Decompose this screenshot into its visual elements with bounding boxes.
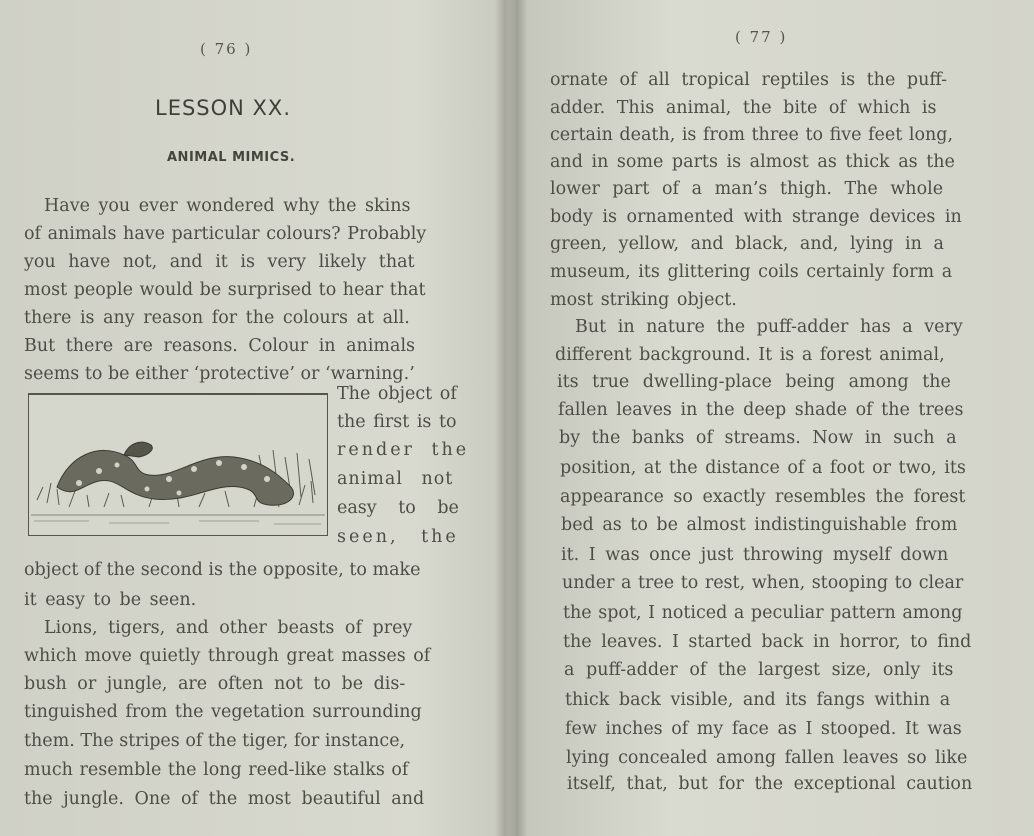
left-text-line: seen, the xyxy=(337,527,459,547)
right-text-line: body is ornamented with strange devices in xyxy=(550,207,962,227)
right-text-line: certain death, is from three to five feet long, xyxy=(550,125,954,145)
left-page xyxy=(0,0,505,836)
right-text-line: lying concealed among fallen leaves so like xyxy=(566,748,968,768)
puff-adder-engraving-icon xyxy=(29,395,327,533)
right-text-line: and in some parts is almost as thick as the xyxy=(550,152,955,172)
left-text-line: you have not, and it is very likely that xyxy=(24,252,415,272)
left-text-line: the jungle. One of the most beautiful and xyxy=(24,789,425,809)
right-text-line: museum, its glittering coils certainly form a xyxy=(550,262,953,282)
right-text-line: appearance so exactly resembles the forest xyxy=(560,487,966,507)
left-text-line: most people would be surprised to hear that xyxy=(24,280,426,300)
right-text-line: different background. It is a forest animal, xyxy=(555,345,945,365)
left-text-line: object of the second is the opposite, to make xyxy=(24,560,421,580)
left-text-line: The object of xyxy=(337,384,457,404)
lesson-title: LESSON XX. xyxy=(155,96,291,120)
right-text-line: under a tree to rest, when, stooping to clear xyxy=(562,573,964,593)
left-text-line: them. The stripes of the tiger, for instance, xyxy=(24,731,406,751)
right-text-line: lower part of a man’s thigh. The whole xyxy=(550,179,944,199)
right-text-line: thick back visible, and its fangs within a xyxy=(565,690,951,710)
left-text-line: Have you ever wondered why the skins xyxy=(44,196,411,216)
left-text-line: easy to be xyxy=(337,498,459,518)
right-text-line: adder. This animal, the bite of which is xyxy=(550,98,937,118)
right-text-line: its true dwelling-place being among the xyxy=(557,372,951,392)
right-text-line: a puff-adder of the largest size, only its xyxy=(564,660,954,680)
left-text-line: the first is to xyxy=(337,412,457,432)
right-text-line: most striking object. xyxy=(550,290,737,310)
right-text-line: position, at the distance of a foot or two, its xyxy=(560,458,966,478)
right-text-line: fallen leaves in the deep shade of the trees xyxy=(558,400,964,420)
left-text-line: Lions, tigers, and other beasts of prey xyxy=(44,618,413,638)
left-text-line: seems to be either ‘protective’ or ‘warning.’ xyxy=(24,364,415,384)
left-text-line: tinguished from the vegetation surrounding xyxy=(24,702,422,722)
left-text-line: bush or jungle, are often not to be dis- xyxy=(24,674,406,694)
right-text-line: it. I was once just throwing myself down xyxy=(561,545,949,565)
page-number-right: ( 77 ) xyxy=(735,28,788,46)
right-text-line: few inches of my face as I stooped. It was xyxy=(565,719,962,739)
right-text-line: But in nature the puff-adder has a very xyxy=(575,317,963,337)
right-text-line: the spot, I noticed a peculiar pattern among xyxy=(563,603,963,623)
left-text-line: render the xyxy=(337,440,470,460)
right-page xyxy=(505,0,1034,836)
lesson-subtitle: ANIMAL MIMICS. xyxy=(167,150,296,165)
right-text-line: the leaves. I started back in horror, to find xyxy=(563,632,972,652)
left-text-line: But there are reasons. Colour in animals xyxy=(24,336,416,356)
right-text-line: bed as to be almost indistinguishable from xyxy=(561,515,958,535)
right-text-line: by the banks of streams. Now in such a xyxy=(559,428,957,448)
left-text-line: animal not xyxy=(337,469,454,489)
left-text-line: of animals have particular colours? Probably xyxy=(24,224,427,244)
left-text-line: there is any reason for the colours at all. xyxy=(24,308,410,328)
right-text-line: itself, that, but for the exceptional caution xyxy=(567,774,973,794)
left-text-line: which move quietly through great masses of xyxy=(24,646,431,666)
right-text-line: green, yellow, and black, and, lying in a xyxy=(550,234,944,254)
left-text-line: it easy to be seen. xyxy=(24,590,197,610)
right-text-line: ornate of all tropical reptiles is the puff- xyxy=(550,70,948,90)
puff-adder-illustration xyxy=(28,393,328,536)
page-number-left: ( 76 ) xyxy=(200,40,253,58)
left-text-line: much resemble the long reed-like stalks of xyxy=(24,760,409,780)
